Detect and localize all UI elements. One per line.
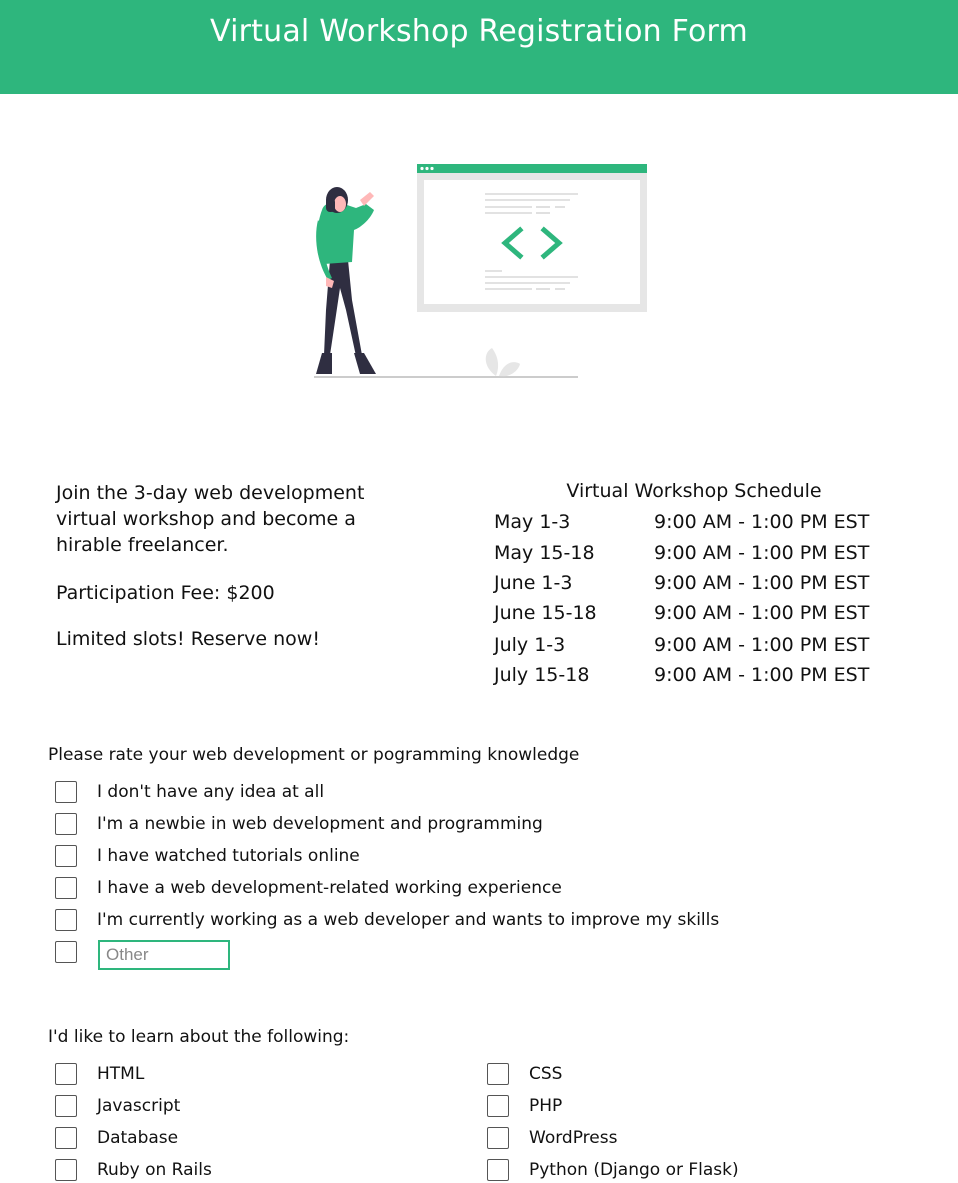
schedule-title: Virtual Workshop Schedule xyxy=(566,480,822,502)
knowledge-checkbox-other[interactable] xyxy=(55,941,77,963)
schedule-row xyxy=(494,572,869,594)
knowledge-checkbox[interactable] xyxy=(55,781,77,803)
topic-option-label: PHP xyxy=(529,1096,563,1116)
schedule-time: 9:00 AM - 1:00 PM EST xyxy=(654,664,870,686)
topic-option-label: Python (Django or Flask) xyxy=(529,1160,739,1180)
schedule-date: July 15-18 xyxy=(494,664,590,686)
topic-option-label: Javascript xyxy=(97,1096,181,1116)
schedule-time: 9:00 AM - 1:00 PM EST xyxy=(654,542,870,564)
topic-checkbox[interactable] xyxy=(55,1095,77,1117)
topic-checkbox[interactable] xyxy=(487,1063,509,1085)
topics-question-label: I'd like to learn about the following: xyxy=(48,1027,350,1047)
knowledge-checkbox[interactable] xyxy=(55,877,77,899)
topic-option-label: CSS xyxy=(529,1064,563,1084)
intro-section xyxy=(56,480,386,652)
topic-checkbox[interactable] xyxy=(487,1095,509,1117)
schedule-row xyxy=(494,542,869,564)
browser-window-titlebar xyxy=(417,164,647,173)
knowledge-option-label: I'm a newbie in web development and programming xyxy=(97,814,543,834)
topic-checkbox[interactable] xyxy=(55,1159,77,1181)
woman-figure xyxy=(316,187,376,374)
knowledge-checkbox[interactable] xyxy=(55,813,77,835)
topic-option-label: Database xyxy=(97,1128,179,1148)
schedule-time: 9:00 AM - 1:00 PM EST xyxy=(654,602,870,624)
knowledge-question-label: Please rate your web development or pogramming knowledge xyxy=(48,745,580,765)
other-knowledge-input[interactable] xyxy=(98,940,230,970)
schedule-date: July 1-3 xyxy=(494,634,566,656)
knowledge-checkbox[interactable] xyxy=(55,909,77,931)
topic-checkbox[interactable] xyxy=(55,1127,77,1149)
knowledge-option-label: I'm currently working as a web developer and wants to improve my skills xyxy=(97,910,720,930)
call-to-action: Limited slots! Reserve now! xyxy=(56,628,320,650)
schedule-date: May 1-3 xyxy=(494,511,571,533)
schedule-time: 9:00 AM - 1:00 PM EST xyxy=(654,511,870,533)
knowledge-option-label: I have watched tutorials online xyxy=(97,846,360,866)
topic-checkbox[interactable] xyxy=(487,1159,509,1181)
developer-illustration xyxy=(300,150,660,390)
page-title: Virtual Workshop Registration Form xyxy=(210,14,748,49)
schedule-time: 9:00 AM - 1:00 PM EST xyxy=(654,572,870,594)
knowledge-checkbox[interactable] xyxy=(55,845,77,867)
topic-checkbox[interactable] xyxy=(55,1063,77,1085)
knowledge-option-label: I have a web development-related working experience xyxy=(97,878,562,898)
schedule-date: June 1-3 xyxy=(494,572,573,594)
knowledge-option-label: I don't have any idea at all xyxy=(97,782,325,802)
topic-option-label: Ruby on Rails xyxy=(97,1160,212,1180)
participation-fee: Participation Fee: $200 xyxy=(56,582,275,604)
intro-description: Join the 3-day web development virtual workshop and become a hirable freelancer. xyxy=(56,482,365,556)
schedule-date: May 15-18 xyxy=(494,542,595,564)
schedule-row xyxy=(494,511,869,533)
schedule-row xyxy=(494,664,869,686)
schedule-row xyxy=(494,634,869,656)
topic-option-label: HTML xyxy=(97,1064,145,1084)
topic-checkbox[interactable] xyxy=(487,1127,509,1149)
topic-option-label: WordPress xyxy=(529,1128,618,1148)
schedule-row xyxy=(494,602,869,624)
schedule-time: 9:00 AM - 1:00 PM EST xyxy=(654,634,870,656)
header-bar xyxy=(0,0,958,94)
schedule-date: June 15-18 xyxy=(494,602,597,624)
browser-window-content xyxy=(424,180,640,304)
